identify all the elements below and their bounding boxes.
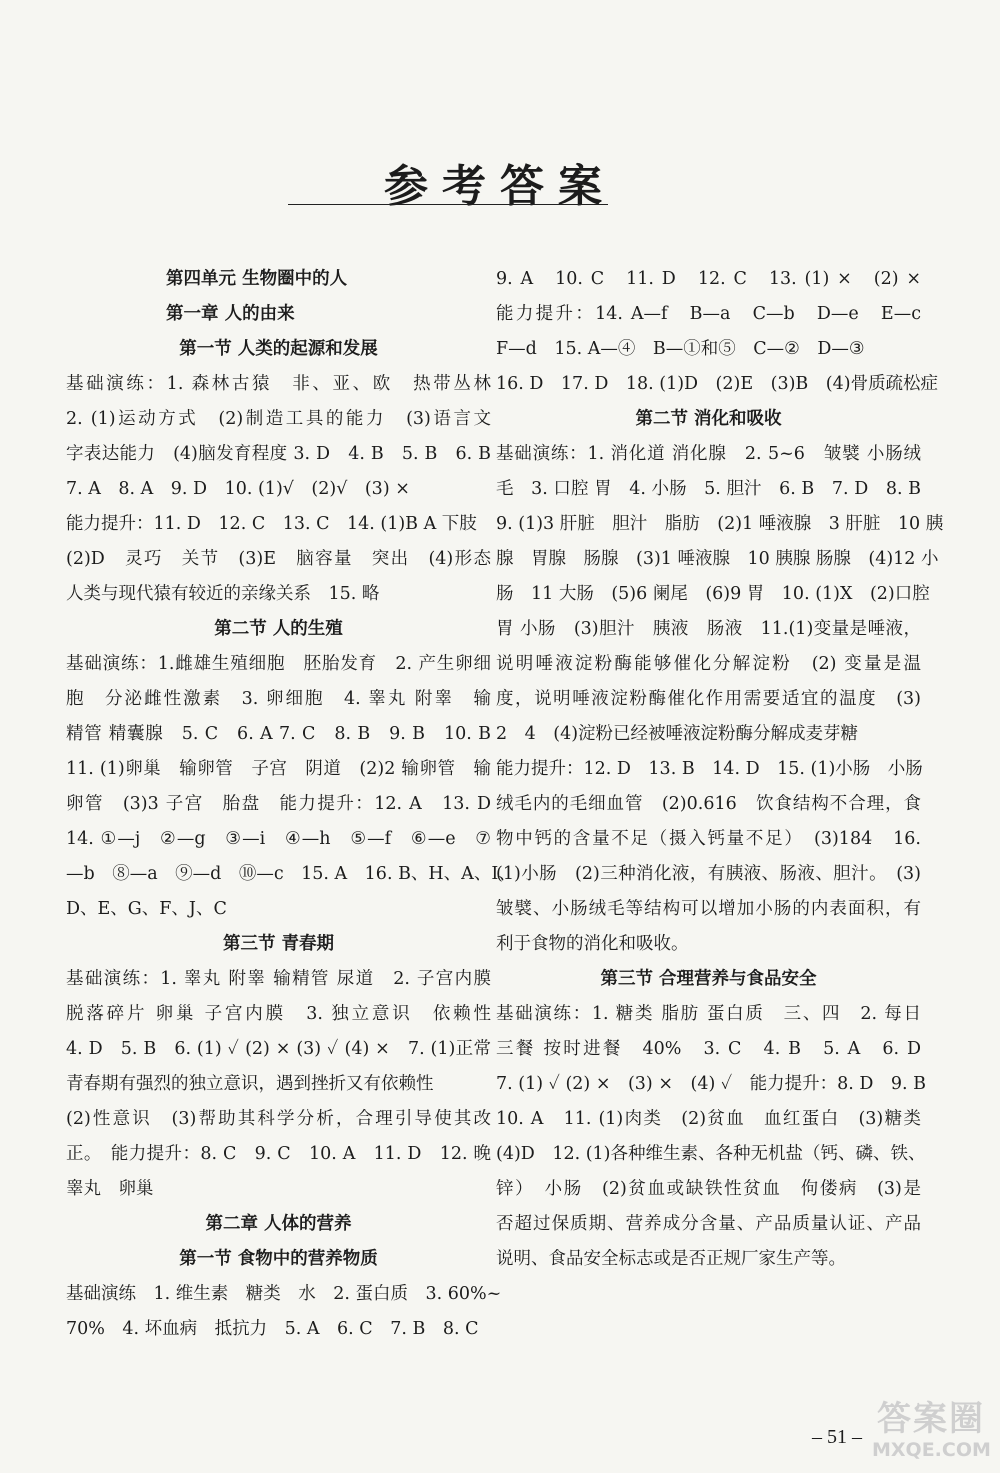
watermark-logo — [872, 1400, 990, 1464]
answer-line: 利于食物的消化和吸收。 — [496, 934, 689, 954]
answer-line: 说明唾液淀粉酶能够催化分解淀粉 (2) 变量是温 — [496, 654, 921, 674]
watermark-text: 答案圈 — [877, 1399, 985, 1439]
answer-line: 14. ①—j ②—g ③—i ④—h ⑤—f ⑥—e ⑦ — [66, 829, 491, 849]
answer-line: (4)D 12. (1)各种维生素、各种无机盐（钙、磷、铁、 — [496, 1144, 926, 1164]
section-heading: 第三节 青春期 — [222, 934, 335, 954]
answer-line: 说明、食品安全标志或是否正规厂家生产等。 — [496, 1249, 846, 1269]
answer-line: 卵管 (3)3 子宫 胎盘 能力提升：12. A 13. D — [66, 794, 491, 814]
page-number: – 51 – — [812, 1426, 862, 1448]
section-heading: 第一节 食物中的营养物质 — [179, 1249, 378, 1269]
answer-line: (2)性意识 (3)帮助其科学分析，合理引导使其改 — [66, 1109, 491, 1129]
answer-line: 9. A 10. C 11. D 12. C 13. (1) × (2) × — [496, 269, 921, 289]
answer-line: 腺 胃腺 肠腺 (3)1 唾液腺 10 胰腺 肠腺 (4)12 小 — [496, 549, 939, 569]
answer-line: 人类与现代猿有较近的亲缘关系 15. 略 — [66, 584, 380, 604]
answer-line: 否超过保质期、营养成分含量、产品质量认证、产品 — [496, 1214, 921, 1234]
answer-line: 9. (1)3 肝脏 胆汁 脂肪 (2)1 唾液腺 3 肝脏 10 胰 — [496, 514, 944, 534]
answer-line: 10. A 11. (1)肉类 (2)贫血 血红蛋白 (3)糖类 — [496, 1109, 921, 1129]
title-underline — [288, 204, 608, 205]
section-heading: 第四单元 生物圈中的人 — [166, 269, 348, 289]
answer-line: 锌） 小肠 (2)贫血或缺铁性贫血 佝偻病 (3)是 — [496, 1179, 921, 1199]
answer-line: 11. (1)卵巢 输卵管 子宫 阴道 (2)2 输卵管 输 — [66, 759, 491, 779]
answer-line: 胞 分泌雌性激素 3. 卵细胞 4. 睾丸 附睾 输 — [66, 689, 491, 709]
answer-line: 基础演练：1.雌雄生殖细胞 胚胎发育 2. 产生卵细 — [66, 654, 491, 674]
answer-line: 三餐 按时进餐 40% 3. C 4. B 5. A 6. D — [496, 1039, 921, 1059]
answer-line: 睾丸 卵巢 — [66, 1179, 154, 1199]
answer-line: 能力提升：12. D 13. B 14. D 15. (1)小肠 小肠 — [496, 759, 923, 779]
answer-line: 基础演练 1. 维生素 糖类 水 2. 蛋白质 3. 60%~ — [66, 1284, 502, 1304]
answer-line: 基础演练：1. 消化道 消化腺 2. 5~6 皱襞 小肠绒 — [496, 444, 921, 464]
answer-line: 度，说明唾液淀粉酶催化作用需要适宜的温度 (3) — [496, 689, 921, 709]
answer-line: 2 4 (4)淀粉已经被唾液淀粉酶分解成麦芽糖 — [496, 724, 859, 744]
page-title: 参考答案 — [384, 161, 616, 212]
watermark-url: MXQE.COM — [872, 1439, 991, 1461]
answer-line: 16. D 17. D 18. (1)D (2)E (3)B (4)骨质疏松症 — [496, 374, 939, 394]
answer-line: 脱落碎片 卵巢 子宫内膜 3. 独立意识 依赖性 — [66, 1004, 491, 1024]
answer-line: 7. (1) ✓ (2) × (3) × (4) ✓ 能力提升：8. D 9. B — [496, 1074, 927, 1094]
answer-line: F—d 15. A—④ B—①和⑤ C—② D—③ — [496, 339, 865, 359]
answer-line: 基础演练：1. 睾丸 附睾 输精管 尿道 2. 子宫内膜 — [66, 969, 491, 989]
answer-line: 2. (1)运动方式 (2)制造工具的能力 (3)语言文 — [66, 409, 491, 429]
answer-line: 能力提升：11. D 12. C 13. C 14. (1)B A 下肢 — [66, 514, 477, 534]
answer-line: 正。 能力提升：8. C 9. C 10. A 11. D 12. 晚 — [66, 1144, 491, 1164]
answer-line: 4. D 5. B 6. (1) ✓ (2) × (3) ✓ (4) × 7. (1)正常 — [66, 1039, 491, 1059]
answer-line: 精管 精囊腺 5. C 6. A 7. C 8. B 9. B 10. B — [66, 724, 491, 744]
section-heading: 第二章 人体的营养 — [205, 1214, 352, 1234]
answer-line: 胃 小肠 (3)胆汁 胰液 肠液 11.(1)变量是唾液， — [496, 619, 921, 639]
answer-line: 70% 4. 坏血病 抵抗力 5. A 6. C 7. B 8. C — [66, 1319, 479, 1339]
answer-line: 肠 11 大肠 (5)6 阑尾 (6)9 胃 10. (1)X (2)口腔 — [496, 584, 930, 604]
answer-line: 物中钙的含量不足（摄入钙量不足） (3)184 16. — [496, 829, 921, 849]
answer-line: 字表达能力 (4)脑发育程度 3. D 4. B 5. B 6. B — [66, 444, 491, 464]
section-heading: 第二节 人的生殖 — [214, 619, 343, 639]
answer-line: (2)D 灵巧 关节 (3)E 脑容量 突出 (4)形态 — [66, 549, 491, 569]
answer-line: 基础演练：1. 森林古猿 非、亚、欧 热带丛林 — [66, 374, 491, 394]
section-heading: 第三节 合理营养与食品安全 — [600, 969, 817, 989]
answer-line: 皱襞、小肠绒毛等结构可以增加小肠的内表面积，有 — [496, 899, 921, 919]
answer-line: (1)小肠 (2)三种消化液，有胰液、肠液、胆汁。 (3) — [496, 864, 921, 884]
answer-line: 基础演练：1. 糖类 脂肪 蛋白质 三、四 2. 每日 — [496, 1004, 921, 1024]
section-heading: 第一节 人类的起源和发展 — [179, 339, 378, 359]
answer-line: —b ⑧—a ⑨—d ⑩—c 15. A 16. B、H、A、I、 — [66, 864, 516, 884]
answer-column-right — [496, 262, 944, 1277]
answer-line: 毛 3. 口腔 胃 4. 小肠 5. 胆汁 6. B 7. D 8. B — [496, 479, 921, 499]
answer-line: D、E、G、F、J、C — [66, 899, 227, 919]
section-heading: 第一章 人的由来 — [166, 304, 295, 324]
answer-line: 绒毛内的毛细血管 (2)0.616 饮食结构不合理，食 — [496, 794, 921, 814]
answer-column-left — [66, 262, 516, 1347]
answer-line: 7. A 8. A 9. D 10. (1)√ (2)√ (3) × — [66, 479, 410, 499]
section-heading: 第二节 消化和吸收 — [635, 409, 782, 429]
answer-line: 青春期有强烈的独立意识，遇到挫折又有依赖性 — [66, 1074, 434, 1094]
answer-line: 能力提升：14. A—f B—a C—b D—e E—c — [496, 304, 921, 324]
